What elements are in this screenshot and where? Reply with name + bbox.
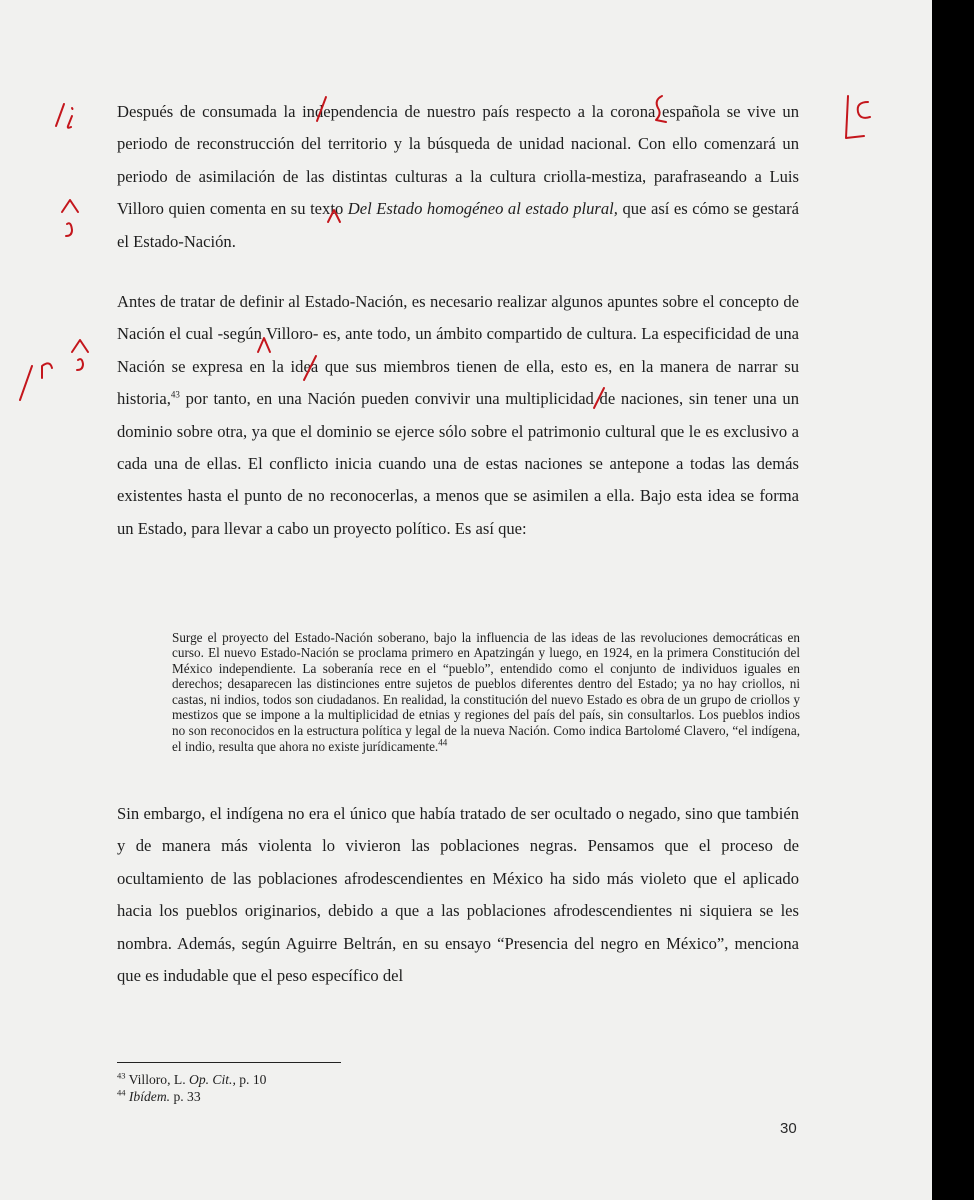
footnote-divider (117, 1062, 341, 1063)
footnote-ref-43: 43 (170, 389, 180, 400)
footnote-ref-44: 44 (438, 737, 448, 748)
footnotes (117, 1071, 266, 1105)
margin-mark-lowercase-i (56, 104, 64, 126)
paragraph-2: Antes de tratar de definir al Estado-Nación, es necesario realizar algunos apuntes sobre el concepto de Nación el cual -según Villoro- es, ante todo, un ámbito compartido de cultura. La especificidad de una Nación se expresa en la idea que sus miembros tienen de ella, esto es, en la manera de narrar su historia,$^{43}$ por tanto, en una Nación pueden convivir una multiplicidad de naciones, sin tener una un dominio sobre otra, ya que el dominio se ejerce sólo sobre el patrimonio cultural que le es exclusivo a cada una de ellas. El conflicto inicia cuando una de estas naciones se antepone a todas las demás existentes hasta el punto de no reconocerlas, a menos que se asimilen a ella. Bajo esta idea se forma un Estado, para llevar a cabo un proyecto político. Es así que: (117, 292, 799, 538)
margin-mark-n (20, 366, 32, 400)
margin-mark-lc (846, 96, 864, 138)
block-quote: Surge el proyecto del Estado-Nación soberano, bajo la influencia de las ideas de las revoluciones democráticas en curso. El nuevo Estado-Nación se proclama primero en Apatzingán y luego, en 1924, en la primera Constitución del México independiente. La soberanía rece en el “pueblo”, entendido como el conjunto de individuos iguales en derechos; desaparecen las distinciones entre sujetos de pueblos diferentes dentro del Estado; ya no hay criollos, ni castas, ni indios, todos son ciudadanos. En realidad, la constitución del nuevo Estado es obra de un grupo de criollos y mestizos que se impone a la multiplicidad de etnias y regiones del país del país, sin consultarlos. Los pueblos indios no son reconocidos en la estructura política y legal de la nueva Nación. Como indica Bartolomé Clavero, “el indígena, el indio, resulta que ahora no existe jurídicamente.$^{44}$ (172, 629, 800, 754)
footnote-43: $^{43}$ Villoro, L. Op. Cit., p. 10 (117, 1070, 267, 1087)
paragraph-3: Sin embargo, el indígena no era el único que había tratado de ser ocultado o negado, sino que también y de manera más violenta lo vivieron las poblaciones negras. Pensamos que el proceso de ocultamiento de las poblaciones afrodescendientes en México ha sido más violeto que el aplicado hacia los pueblos originarios, debido a que a las poblaciones afrodescendientes ni siquiera se les nombra. Además, según Aguirre Beltrán, en su ensayo “Presencia del negro en México”, menciona que es indudable que el peso específico del (117, 804, 799, 986)
margin-mark-caret (62, 200, 78, 212)
paragraph-1: Después de consumada la independencia de nuestro país respecto a la corona española se vive un periodo de reconstrucción del territorio y la búsqueda de unidad nacional. Con ello comenzará un periodo de asimilación de las distintas culturas a la cultura criolla-mestiza, parafraseando a Luis Villoro quien comenta en su texto Del Estado homogéneo al estado plural, que así es cómo se gestará el Estado-Nación. (117, 102, 800, 251)
footnote-44: $^{44}$ Ibídem. p. 33 (117, 1087, 201, 1104)
page-number: 30 (780, 1120, 797, 1137)
book-title: Del Estado homogéneo al estado plural, (347, 199, 618, 219)
